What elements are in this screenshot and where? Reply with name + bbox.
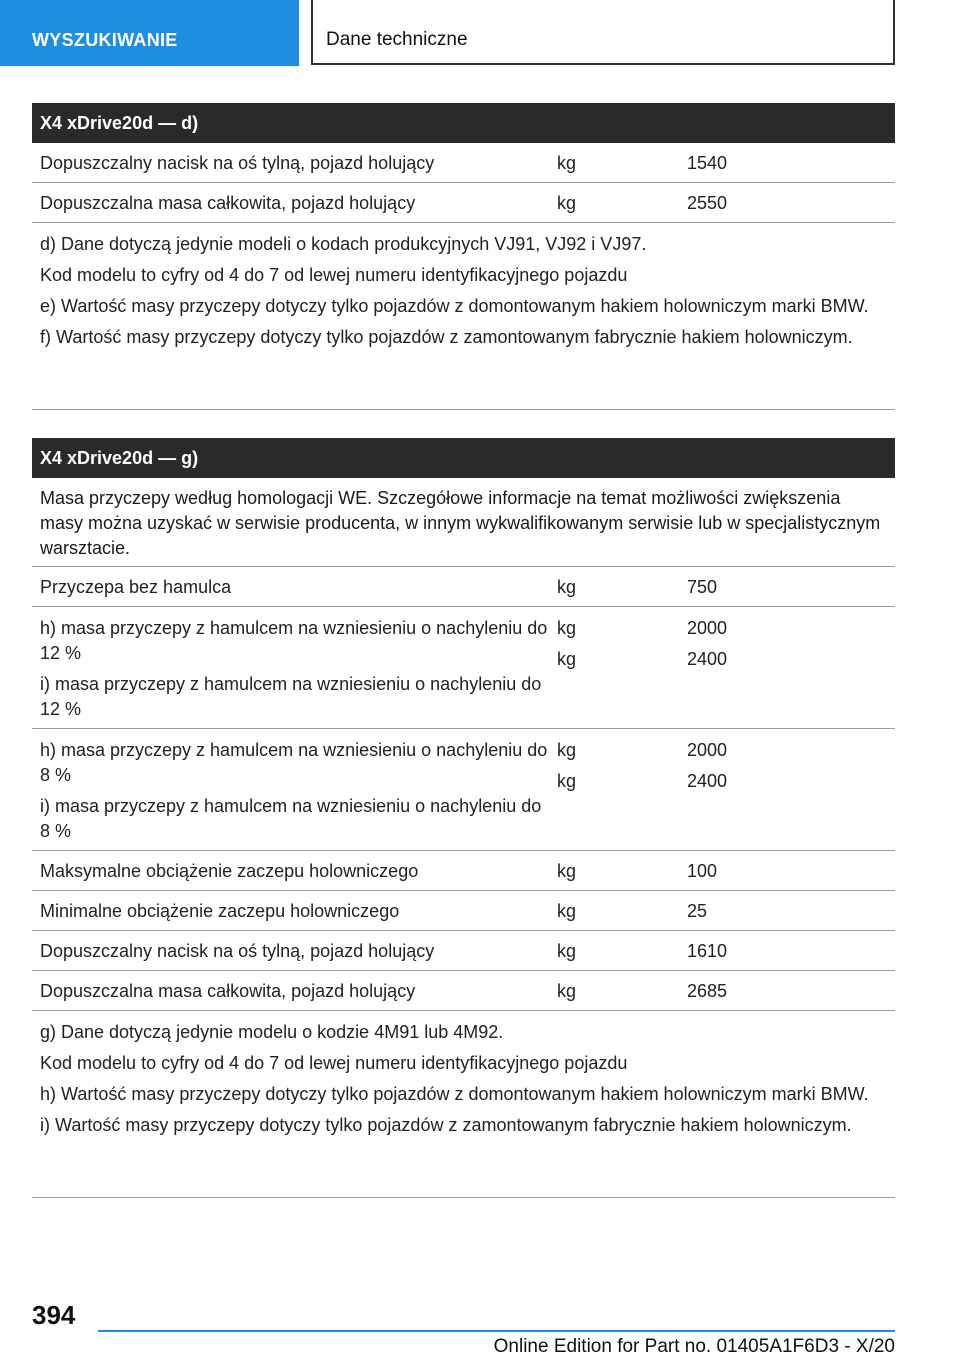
unit-h: kg bbox=[557, 618, 577, 638]
row-label: Przyczepa bez hamulca bbox=[40, 577, 232, 597]
row-unit: kg bbox=[557, 153, 577, 173]
label-i: i) masa przyczepy z hamulcem na wzniesieniu o nachyleniu do 8 % bbox=[40, 796, 542, 841]
value-h: 2000 bbox=[687, 618, 728, 638]
footnote: e) Wartość masy przyczepy dotyczy tylko pojazdów z domontowanym hakiem holowniczym marki BMW. bbox=[40, 296, 869, 316]
unit-i: kg bbox=[557, 771, 577, 791]
row-value: 1610 bbox=[687, 941, 728, 961]
row-value: 1540 bbox=[687, 153, 728, 173]
value-i: 2400 bbox=[687, 771, 728, 791]
table-row bbox=[32, 607, 895, 729]
row-label bbox=[32, 616, 549, 728]
table-row bbox=[32, 931, 895, 971]
label-h: h) masa przyczepy z hamulcem na wzniesieniu o nachyleniu do 12 % bbox=[40, 618, 548, 663]
footnote: Kod modelu to cyfry od 4 do 7 od lewej numeru identyfikacyjnego pojazdu bbox=[40, 1053, 628, 1073]
row-unit: kg bbox=[557, 577, 577, 597]
page-title: Dane techniczne bbox=[311, 0, 895, 65]
section-x4-g bbox=[32, 438, 895, 1198]
row-unit: kg bbox=[557, 861, 577, 881]
footnote: h) Wartość masy przyczepy dotyczy tylko pojazdów z domontowanym hakiem holowniczym marki BMW. bbox=[40, 1084, 869, 1104]
footnotes bbox=[32, 1011, 895, 1198]
unit-h: kg bbox=[557, 740, 577, 760]
footnote: f) Wartość masy przyczepy dotyczy tylko pojazdów z zamontowanym fabrycznie hakiem holowniczym. bbox=[40, 327, 853, 347]
table-row bbox=[32, 143, 895, 183]
row-unit bbox=[549, 616, 679, 728]
row-label: Dopuszczalny nacisk na oś tylną, pojazd holujący bbox=[40, 153, 435, 173]
row-value: 2685 bbox=[687, 981, 728, 1001]
row-unit: kg bbox=[557, 981, 577, 1001]
footnote: g) Dane dotyczą jedynie modelu o kodzie 4M91 lub 4M92. bbox=[40, 1022, 504, 1042]
row-value: 750 bbox=[687, 577, 718, 597]
row-label: Dopuszczalna masa całkowita, pojazd holujący bbox=[40, 193, 416, 213]
row-label: Minimalne obciążenie zaczepu holowniczego bbox=[40, 901, 400, 921]
row-unit: kg bbox=[557, 193, 577, 213]
footnote: Kod modelu to cyfry od 4 do 7 od lewej numeru identyfikacyjnego pojazdu bbox=[40, 265, 628, 285]
table-row bbox=[32, 567, 895, 607]
footnote: i) Wartość masy przyczepy dotyczy tylko pojazdów z zamontowanym fabrycznie hakiem holowniczym. bbox=[40, 1115, 852, 1135]
row-label: Maksymalne obciążenie zaczepu holowniczego bbox=[40, 861, 419, 881]
row-value: 2550 bbox=[687, 193, 728, 213]
section-heading: X4 xDrive20d — g) bbox=[32, 438, 895, 478]
section-x4-d bbox=[32, 103, 895, 410]
row-unit: kg bbox=[557, 941, 577, 961]
table-row bbox=[32, 971, 895, 1011]
row-value: 25 bbox=[687, 901, 708, 921]
footnote: d) Dane dotyczą jedynie modeli o kodach produkcyjnych VJ91, VJ92 i VJ97. bbox=[40, 234, 647, 254]
section-intro: Masa przyczepy według homologacji WE. Szczegółowe informacje na temat możliwości zwiększenia masy można uzyskać w serwisie producenta, w innym wykwalifikowanym serwisie lub w specjalistycznym warsztacie. bbox=[32, 478, 895, 567]
table-row bbox=[32, 891, 895, 931]
row-value bbox=[679, 738, 895, 850]
search-tab[interactable]: WYSZUKIWANIE bbox=[0, 0, 299, 66]
row-value: 100 bbox=[687, 861, 718, 881]
label-h: h) masa przyczepy z hamulcem na wzniesieniu o nachyleniu do 8 % bbox=[40, 740, 548, 785]
row-label bbox=[32, 738, 549, 850]
footer-divider bbox=[98, 1330, 895, 1332]
footnotes bbox=[32, 223, 895, 410]
row-unit: kg bbox=[557, 901, 577, 921]
value-h: 2000 bbox=[687, 740, 728, 760]
row-unit bbox=[549, 738, 679, 850]
value-i: 2400 bbox=[687, 649, 728, 669]
row-value bbox=[679, 616, 895, 728]
row-label: Dopuszczalny nacisk na oś tylną, pojazd holujący bbox=[40, 941, 435, 961]
footer-edition[interactable]: Online Edition for Part no. 01405A1F6D3 - X/20 bbox=[493, 1336, 895, 1357]
row-label: Dopuszczalna masa całkowita, pojazd holujący bbox=[40, 981, 416, 1001]
table-row bbox=[32, 183, 895, 223]
label-i: i) masa przyczepy z hamulcem na wzniesieniu o nachyleniu do 12 % bbox=[40, 674, 542, 719]
table-row bbox=[32, 851, 895, 891]
page-number: 394 bbox=[32, 1300, 76, 1330]
unit-i: kg bbox=[557, 649, 577, 669]
table-row bbox=[32, 729, 895, 851]
section-heading: X4 xDrive20d — d) bbox=[32, 103, 895, 143]
